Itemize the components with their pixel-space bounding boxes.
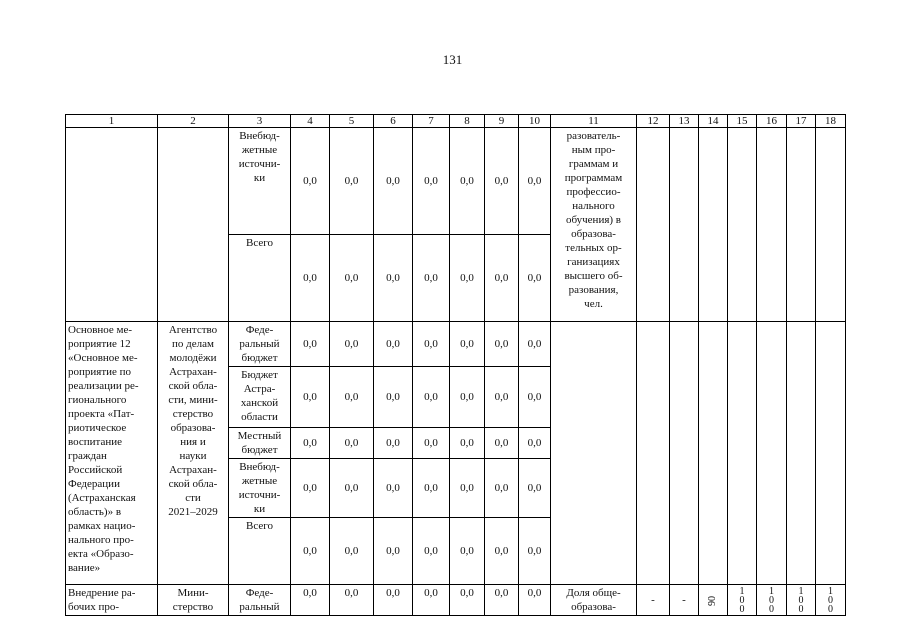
col-13-empty bbox=[670, 128, 699, 322]
value-cell: 0,0 bbox=[374, 322, 413, 367]
value-cell: 0,0 bbox=[519, 322, 551, 367]
target-col-18: 100 bbox=[816, 585, 846, 616]
col-12-empty bbox=[637, 322, 670, 585]
funding-source: Феде- ральный бюджет bbox=[229, 322, 291, 367]
header-cell-11: 11 bbox=[551, 115, 637, 128]
header-cell-9: 9 bbox=[485, 115, 519, 128]
header-cell-12: 12 bbox=[637, 115, 670, 128]
executor-cell: Мини- стерство bbox=[158, 585, 229, 616]
col-16-empty bbox=[757, 128, 787, 322]
value-cell: 0,0 bbox=[291, 235, 330, 322]
col-18-empty bbox=[816, 322, 846, 585]
value-cell: 0,0 bbox=[413, 518, 450, 585]
value-cell: 0,0 bbox=[485, 322, 519, 367]
value-cell: 0,0 bbox=[450, 585, 485, 616]
col-15-empty bbox=[728, 128, 757, 322]
value-cell: 0,0 bbox=[485, 367, 519, 428]
value-cell: 0,0 bbox=[519, 367, 551, 428]
funding-source: Всего bbox=[229, 235, 291, 322]
funding-source: Феде- ральный bbox=[229, 585, 291, 616]
value-cell: 0,0 bbox=[519, 235, 551, 322]
value-cell: 0,0 bbox=[485, 518, 519, 585]
target-col-17: 100 bbox=[787, 585, 816, 616]
target-col-12: - bbox=[637, 585, 670, 616]
value-cell: 0,0 bbox=[291, 428, 330, 459]
value-cell: 0,0 bbox=[374, 518, 413, 585]
header-cell-7: 7 bbox=[413, 115, 450, 128]
value-cell: 0,0 bbox=[413, 322, 450, 367]
funding-source: Внебюд- жетные источни- ки bbox=[229, 459, 291, 518]
col-15-empty bbox=[728, 322, 757, 585]
value-cell: 0,0 bbox=[519, 585, 551, 616]
value-cell: 0,0 bbox=[519, 428, 551, 459]
header-cell-2: 2 bbox=[158, 115, 229, 128]
value-cell: 0,0 bbox=[413, 235, 450, 322]
indicator-cell-empty bbox=[551, 322, 637, 585]
value-cell: 0,0 bbox=[374, 128, 413, 235]
value-cell: 0,0 bbox=[330, 128, 374, 235]
value-cell: 0,0 bbox=[330, 235, 374, 322]
measure-cell: Внедрение ра- бочих про- bbox=[66, 585, 158, 616]
col-16-empty bbox=[757, 322, 787, 585]
page-number: 131 bbox=[442, 52, 463, 67]
value-cell: 0,0 bbox=[519, 128, 551, 235]
header-cell-8: 8 bbox=[450, 115, 485, 128]
value-cell: 0,0 bbox=[291, 367, 330, 428]
budget-table bbox=[65, 114, 846, 616]
value-cell: 0,0 bbox=[485, 459, 519, 518]
funding-source: Внебюд- жетные источни- ки bbox=[229, 128, 291, 235]
executor-cell-empty bbox=[158, 128, 229, 322]
header-cell-3: 3 bbox=[229, 115, 291, 128]
table-row bbox=[66, 585, 846, 616]
value-cell: 0,0 bbox=[413, 428, 450, 459]
col-13-empty bbox=[670, 322, 699, 585]
value-cell: 0,0 bbox=[450, 518, 485, 585]
header-cell-14: 14 bbox=[699, 115, 728, 128]
value-cell: 0,0 bbox=[485, 585, 519, 616]
target-col-15: 100 bbox=[728, 585, 757, 616]
header-cell-13: 13 bbox=[670, 115, 699, 128]
value-cell: 0,0 bbox=[291, 518, 330, 585]
value-cell: 0,0 bbox=[485, 128, 519, 235]
value-cell: 0,0 bbox=[291, 459, 330, 518]
value-cell: 0,0 bbox=[413, 367, 450, 428]
measure-cell-empty bbox=[66, 128, 158, 322]
target-col-14: 90 bbox=[699, 585, 728, 616]
header-cell-6: 6 bbox=[374, 115, 413, 128]
header-cell-4: 4 bbox=[291, 115, 330, 128]
value-cell: 0,0 bbox=[450, 235, 485, 322]
header-cell-17: 17 bbox=[787, 115, 816, 128]
funding-source: Местный бюджет bbox=[229, 428, 291, 459]
header-cell-15: 15 bbox=[728, 115, 757, 128]
value-cell: 0,0 bbox=[291, 128, 330, 235]
value-cell: 0,0 bbox=[374, 367, 413, 428]
value-cell: 0,0 bbox=[291, 322, 330, 367]
col-14-empty bbox=[699, 128, 728, 322]
funding-source: Всего bbox=[229, 518, 291, 585]
value-cell: 0,0 bbox=[485, 235, 519, 322]
header-cell-5: 5 bbox=[330, 115, 374, 128]
value-cell: 0,0 bbox=[374, 428, 413, 459]
value-cell: 0,0 bbox=[450, 322, 485, 367]
header-cell-16: 16 bbox=[757, 115, 787, 128]
table-row bbox=[66, 322, 846, 367]
value-cell: 0,0 bbox=[485, 428, 519, 459]
measure-cell: Основное ме- роприятие 12 «Основное ме- роприятие по реализации ре- гионального проекта «Пат- риотическое воспитание граждан Российской Федерации (Астраханская область)» в рамках нацио- нального про- екта «Образо- вание» bbox=[66, 322, 158, 585]
value-cell: 0,0 bbox=[450, 128, 485, 235]
executor-cell: Агентство по делам молодёжи Астрахан- ской обла- сти, мини- стерство образова- ния и науки Астрахан- ской обла- сти 2021–2029 bbox=[158, 322, 229, 585]
col-17-empty bbox=[787, 128, 816, 322]
table-row bbox=[66, 128, 846, 235]
col-18-empty bbox=[816, 128, 846, 322]
header-row bbox=[66, 115, 846, 128]
value-cell: 0,0 bbox=[374, 235, 413, 322]
value-cell: 0,0 bbox=[413, 128, 450, 235]
target-col-13: - bbox=[670, 585, 699, 616]
value-cell: 0,0 bbox=[413, 459, 450, 518]
header-cell-1: 1 bbox=[66, 115, 158, 128]
value-cell: 0,0 bbox=[330, 518, 374, 585]
header-cell-18: 18 bbox=[816, 115, 846, 128]
value-cell: 0,0 bbox=[450, 367, 485, 428]
value-cell: 0,0 bbox=[330, 367, 374, 428]
col-12-empty bbox=[637, 128, 670, 322]
funding-source: Бюджет Астра- ханской области bbox=[229, 367, 291, 428]
value-cell: 0,0 bbox=[374, 459, 413, 518]
value-cell: 0,0 bbox=[450, 459, 485, 518]
value-cell: 0,0 bbox=[450, 428, 485, 459]
indicator-cell: разователь- ным про- граммам и программам профессио- нального обучения) в образова- тельных ор- ганизациях высшего об- разования, чел. bbox=[551, 128, 637, 322]
value-cell: 0,0 bbox=[330, 585, 374, 616]
indicator-cell: Доля обще- образова- bbox=[551, 585, 637, 616]
col-14-empty bbox=[699, 322, 728, 585]
value-cell: 0,0 bbox=[519, 518, 551, 585]
value-cell: 0,0 bbox=[291, 585, 330, 616]
value-cell: 0,0 bbox=[330, 322, 374, 367]
header-cell-10: 10 bbox=[519, 115, 551, 128]
target-col-16: 100 bbox=[757, 585, 787, 616]
value-cell: 0,0 bbox=[413, 585, 450, 616]
col-17-empty bbox=[787, 322, 816, 585]
value-cell: 0,0 bbox=[374, 585, 413, 616]
value-cell: 0,0 bbox=[330, 459, 374, 518]
value-cell: 0,0 bbox=[519, 459, 551, 518]
value-cell: 0,0 bbox=[330, 428, 374, 459]
